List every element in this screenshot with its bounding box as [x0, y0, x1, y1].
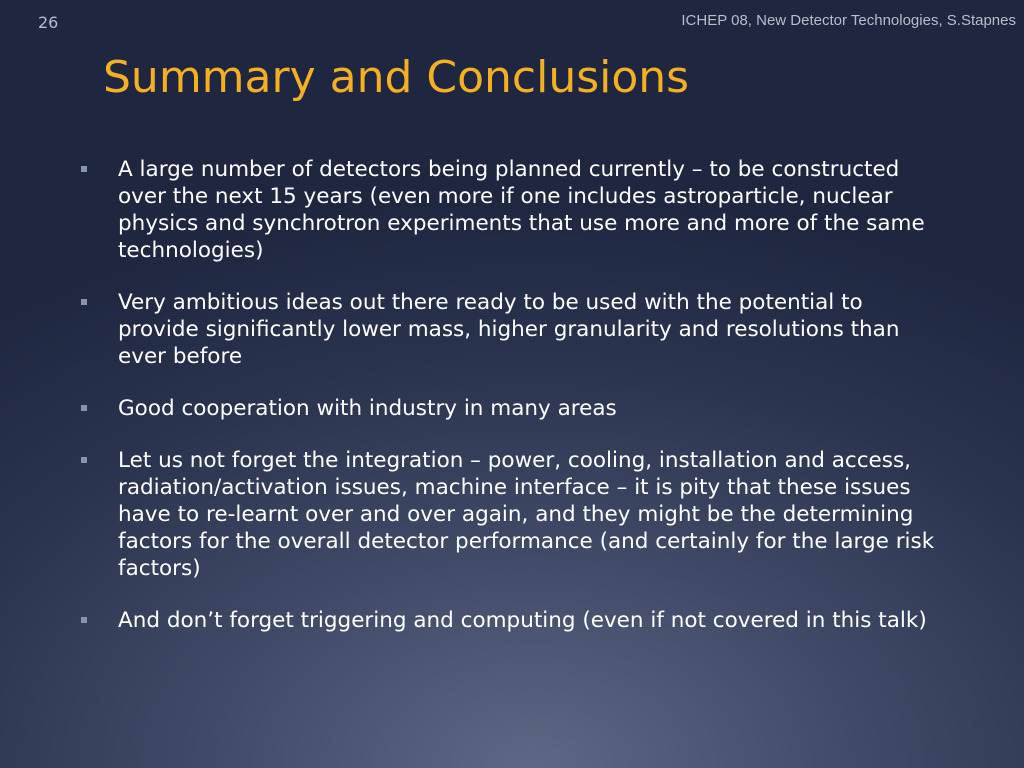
slide-footer: ICHEP 08, New Detector Technologies, S.Stapnes [681, 12, 1016, 29]
bullet-item [78, 607, 948, 634]
bullet-text: A large number of detectors being planned currently – to be constructed over the next 15 years (even more if one includes astroparticle, nuclear physics and synchrotron experiments that use more and more of the same technologies) [118, 157, 925, 263]
bullet-text: Let us not forget the integration – power, cooling, installation and access, radiation/activation issues, machine interface – it is pity that these issues have to re-learnt over and over again, and they might be the determining factors for the overall detector performance (and certainly for the large risk factors) [118, 448, 935, 581]
square-bullet-icon [81, 405, 87, 411]
square-bullet-icon [81, 617, 87, 623]
bullet-list [78, 156, 948, 659]
square-bullet-icon [81, 166, 87, 172]
slide-title: Summary and Conclusions [103, 52, 690, 103]
bullet-item [78, 395, 948, 422]
bullet-item [78, 156, 948, 264]
bullet-text: Good cooperation with industry in many areas [118, 396, 617, 421]
square-bullet-icon [81, 299, 87, 305]
bullet-text: Very ambitious ideas out there ready to be used with the potential to provide significantly lower mass, higher granularity and resolutions than ever before [118, 290, 900, 369]
square-bullet-icon [81, 457, 87, 463]
slide-number: 26 [38, 13, 59, 32]
bullet-item [78, 447, 948, 582]
bullet-item [78, 289, 948, 370]
bullet-text: And don’t forget triggering and computing (even if not covered in this talk) [118, 608, 927, 633]
